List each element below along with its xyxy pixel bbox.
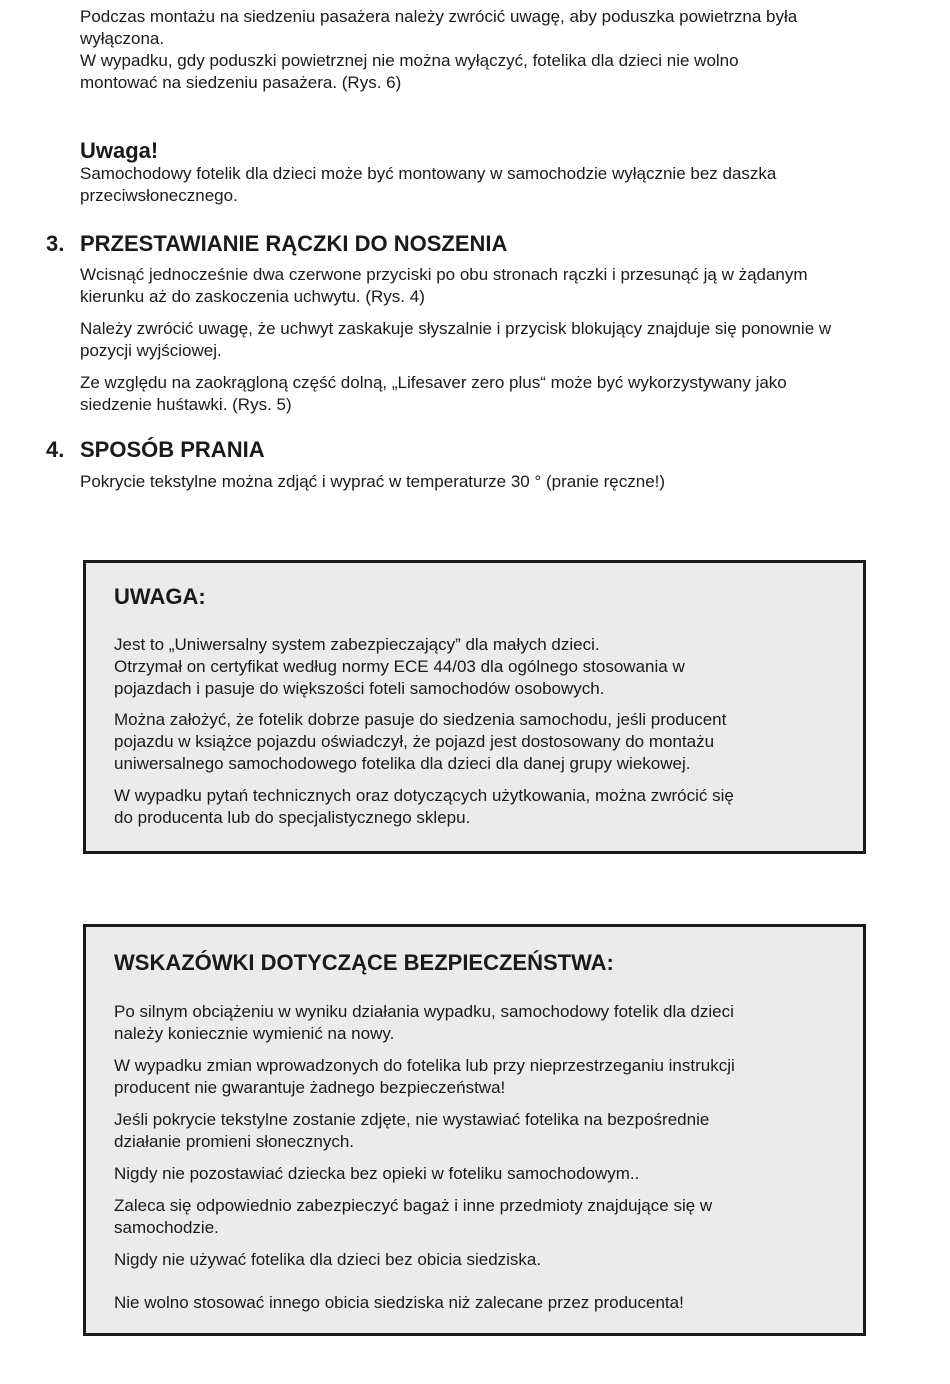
section-title: SPOSÓB PRANIA — [80, 437, 265, 462]
intro-line: Podczas montażu na siedzeniu pasażera należy zwrócić uwagę, aby poduszka powietrzna była — [80, 7, 798, 26]
safety-notice-box — [83, 924, 866, 1336]
section-title: PRZESTAWIANIE RĄCZKI DO NOSZENIA — [80, 231, 508, 256]
section-4-heading — [46, 437, 265, 463]
box-paragraph — [114, 709, 834, 775]
text-line: W wypadku pytań technicznych oraz dotyczących użytkowania, można zwrócić się — [114, 786, 734, 805]
text-line: Ze względu na zaokrągloną część dolną, „Lifesaver zero plus“ może być wykorzystywany jako — [80, 373, 787, 392]
text-line: producent nie gwarantuje żadnego bezpieczeństwa! — [114, 1078, 506, 1097]
text-line: Jest to „Uniwersalny system zabezpieczający” dla małych dzieci. — [114, 635, 600, 654]
text-line: Jeśli pokrycie tekstylne zostanie zdjęte, nie wystawiać fotelika na bezpośrednie — [114, 1110, 710, 1129]
text-line: Otrzymał on certyfikat według normy ECE 44/03 dla ogólnego stosowania w — [114, 657, 685, 676]
text-line: Nie wolno stosować innego obicia siedziska niż zalecane przez producenta! — [114, 1293, 684, 1312]
text-line: Nigdy nie pozostawiać dziecka bez opieki w foteliku samochodowym.. — [114, 1164, 640, 1183]
section-3-paragraph-2 — [80, 318, 920, 362]
intro-line: W wypadku, gdy poduszki powietrznej nie można wyłączyć, fotelika dla dzieci nie wolno — [80, 51, 739, 70]
text-line: Po silnym obciążeniu w wyniku działania wypadku, samochodowy fotelik dla dzieci — [114, 1002, 734, 1021]
text-line: Wcisnąć jednocześnie dwa czerwone przyciski po obu stronach rączki i przesunąć ją w żądanym — [80, 265, 808, 284]
text-line: należy koniecznie wymienić na nowy. — [114, 1024, 395, 1043]
text-line: pojazdach i pasuje do większości foteli samochodów osobowych. — [114, 679, 605, 698]
uwaga-paragraph — [80, 163, 920, 207]
section-number: 4. — [46, 437, 65, 462]
intro-paragraph — [80, 6, 920, 94]
text-line: Pokrycie tekstylne można zdjąć i wyprać w temperaturze 30 ° (pranie ręczne!) — [80, 472, 666, 491]
text-line: Można założyć, że fotelik dobrze pasuje do siedzenia samochodu, jeśli producent — [114, 710, 727, 729]
text-line: pojazdu w książce pojazdu oświadczył, że pojazd jest dostosowany do montażu — [114, 732, 715, 751]
box-paragraph — [114, 1292, 834, 1314]
box-title: UWAGA: — [114, 584, 206, 609]
section-3-paragraph-1 — [80, 264, 920, 308]
uwaga-line: przeciwsłonecznego. — [80, 186, 238, 205]
box-paragraph — [114, 634, 834, 700]
text-line: siedzenie huśtawki. (Rys. 5) — [80, 395, 292, 414]
box-paragraph — [114, 1109, 834, 1153]
section-4-paragraph — [80, 471, 920, 493]
intro-line: montować na siedzeniu pasażera. (Rys. 6) — [80, 73, 402, 92]
text-line: W wypadku zmian wprowadzonych do fotelika lub przy nieprzestrzeganiu instrukcji — [114, 1056, 735, 1075]
text-line: Należy zwrócić uwagę, że uchwyt zaskakuje słyszalnie i przycisk blokujący znajduje się ponownie w — [80, 319, 832, 338]
box-title: WSKAZÓWKI DOTYCZĄCE BEZPIECZEŃSTWA: — [114, 950, 614, 975]
box-paragraph — [114, 785, 834, 829]
box-paragraph — [114, 1055, 834, 1099]
box-paragraph — [114, 1163, 834, 1185]
uwaga-heading: Uwaga! — [80, 138, 159, 163]
text-line: samochodzie. — [114, 1218, 219, 1237]
text-line: Nigdy nie używać fotelika dla dzieci bez obicia siedziska. — [114, 1250, 542, 1269]
uwaga-notice-box — [83, 560, 866, 854]
uwaga-line: Samochodowy fotelik dla dzieci może być montowany w samochodzie wyłącznie bez daszka — [80, 164, 777, 183]
text-line: do producenta lub do specjalistycznego sklepu. — [114, 808, 471, 827]
box-paragraph — [114, 1249, 834, 1271]
text-line: kierunku aż do zaskoczenia uchwytu. (Rys. 4) — [80, 287, 425, 306]
text-line: Zaleca się odpowiednio zabezpieczyć bagaż i inne przedmioty znajdujące się w — [114, 1196, 713, 1215]
section-number: 3. — [46, 231, 65, 256]
section-3-heading — [46, 231, 507, 257]
intro-line: wyłączona. — [80, 29, 165, 48]
section-3-paragraph-3 — [80, 372, 920, 416]
text-line: uniwersalnego samochodowego fotelika dla dzieci dla danej grupy wiekowej. — [114, 754, 691, 773]
box-paragraph — [114, 1195, 834, 1239]
box-paragraph — [114, 1001, 834, 1045]
text-line: pozycji wyjściowej. — [80, 341, 222, 360]
text-line: działanie promieni słonecznych. — [114, 1132, 355, 1151]
